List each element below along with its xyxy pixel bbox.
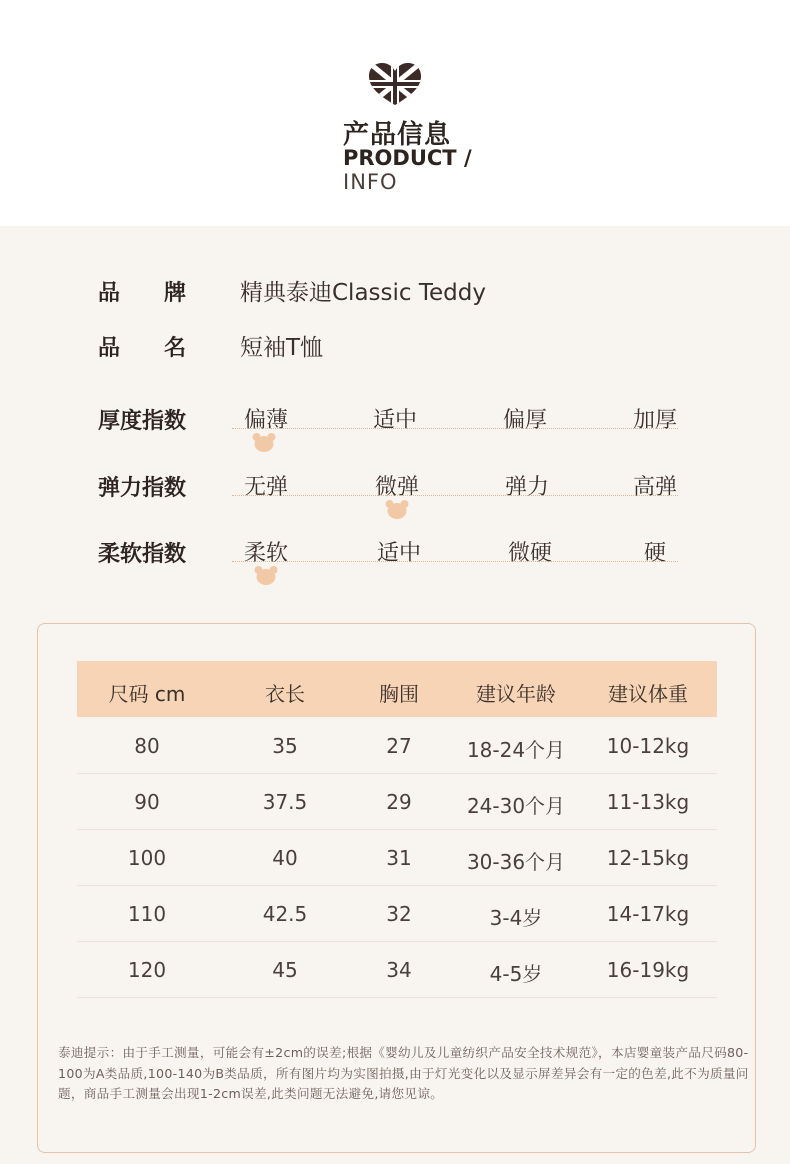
thickness-option-1: 偏薄 — [243, 408, 288, 433]
softness-option-1: 柔软 — [243, 541, 288, 566]
table-cell: 3-4岁 — [489, 906, 543, 930]
table-cell: 42.5 — [262, 902, 308, 926]
table-cell: 32 — [386, 902, 412, 926]
header-age: 建议年龄 — [476, 682, 556, 706]
softness-index-label: 柔软指数 — [98, 542, 187, 567]
table-cell: 30-36个月 — [466, 850, 566, 874]
table-cell: 27 — [386, 734, 412, 758]
table-cell: 100 — [127, 846, 167, 870]
header-length: 衣长 — [265, 682, 305, 706]
table-cell: 80 — [134, 734, 160, 758]
brand-label: 品 牌 — [98, 281, 187, 306]
product-name-label: 品 名 — [98, 336, 187, 361]
elasticity-option-1: 无弹 — [243, 475, 288, 500]
section-title-cn: 产品信息 — [343, 120, 452, 150]
brand-logo-icon — [368, 62, 422, 106]
bear-marker-icon — [254, 565, 278, 585]
softness-scale-line — [232, 561, 678, 562]
table-cell: 4-5岁 — [489, 962, 543, 986]
table-cell: 34 — [386, 958, 412, 982]
thickness-option-4: 加厚 — [632, 408, 677, 433]
table-cell: 14-17kg — [606, 902, 690, 926]
header-chest: 胸围 — [379, 682, 419, 706]
header-section — [0, 0, 790, 226]
thickness-scale-line — [232, 428, 678, 429]
table-cell: 120 — [127, 958, 167, 982]
table-cell: 12-15kg — [606, 846, 690, 870]
table-cell: 31 — [386, 846, 412, 870]
table-cell: 37.5 — [262, 790, 308, 814]
table-cell: 10-12kg — [606, 734, 690, 758]
softness-option-4: 硬 — [643, 541, 666, 566]
table-cell: 11-13kg — [606, 790, 690, 814]
header-weight: 建议体重 — [608, 682, 688, 706]
elasticity-scale-line — [232, 495, 678, 496]
table-cell: 110 — [127, 902, 167, 926]
table-cell: 35 — [272, 734, 298, 758]
table-cell: 24-30个月 — [466, 794, 566, 818]
table-cell: 16-19kg — [606, 958, 690, 982]
elasticity-option-4: 高弹 — [632, 475, 677, 500]
section-title-en-line2: INFO — [343, 170, 398, 194]
elasticity-option-3: 弹力 — [504, 475, 549, 500]
table-cell: 18-24个月 — [466, 738, 566, 762]
brand-value: 精典泰迪Classic Teddy — [240, 280, 486, 306]
table-cell: 90 — [134, 790, 160, 814]
bear-marker-icon — [385, 499, 409, 519]
elasticity-option-2: 微弹 — [374, 475, 419, 500]
measurement-notes: 泰迪提示：由于手工测量，可能会有±2cm的误差;根据《婴幼儿及儿童纺织产品安全技术规范》，本店婴童装产品尺码80-100为A类品质,100-140为B类品质，所有图片均为实图拍摄,由于灯光变化以及显示屏差异会有一定的色差,此不为质量问题，商品手工测量会出现1-2cm误差,此类问题无法避免,请您见谅。 — [58, 1045, 749, 1101]
table-cell: 40 — [272, 846, 298, 870]
thickness-option-2: 适中 — [372, 408, 417, 433]
table-cell: 29 — [386, 790, 412, 814]
product-name-value: 短袖T恤 — [240, 335, 324, 361]
section-title-en-line1: PRODUCT / — [343, 146, 472, 170]
elasticity-index-label: 弹力指数 — [98, 476, 187, 501]
bear-marker-icon — [252, 432, 276, 452]
thickness-index-label: 厚度指数 — [98, 409, 187, 434]
table-cell: 45 — [272, 958, 298, 982]
header-size: 尺码 cm — [108, 682, 186, 706]
thickness-option-3: 偏厚 — [502, 408, 547, 433]
softness-option-3: 微硬 — [507, 541, 552, 566]
softness-option-2: 适中 — [376, 541, 421, 566]
